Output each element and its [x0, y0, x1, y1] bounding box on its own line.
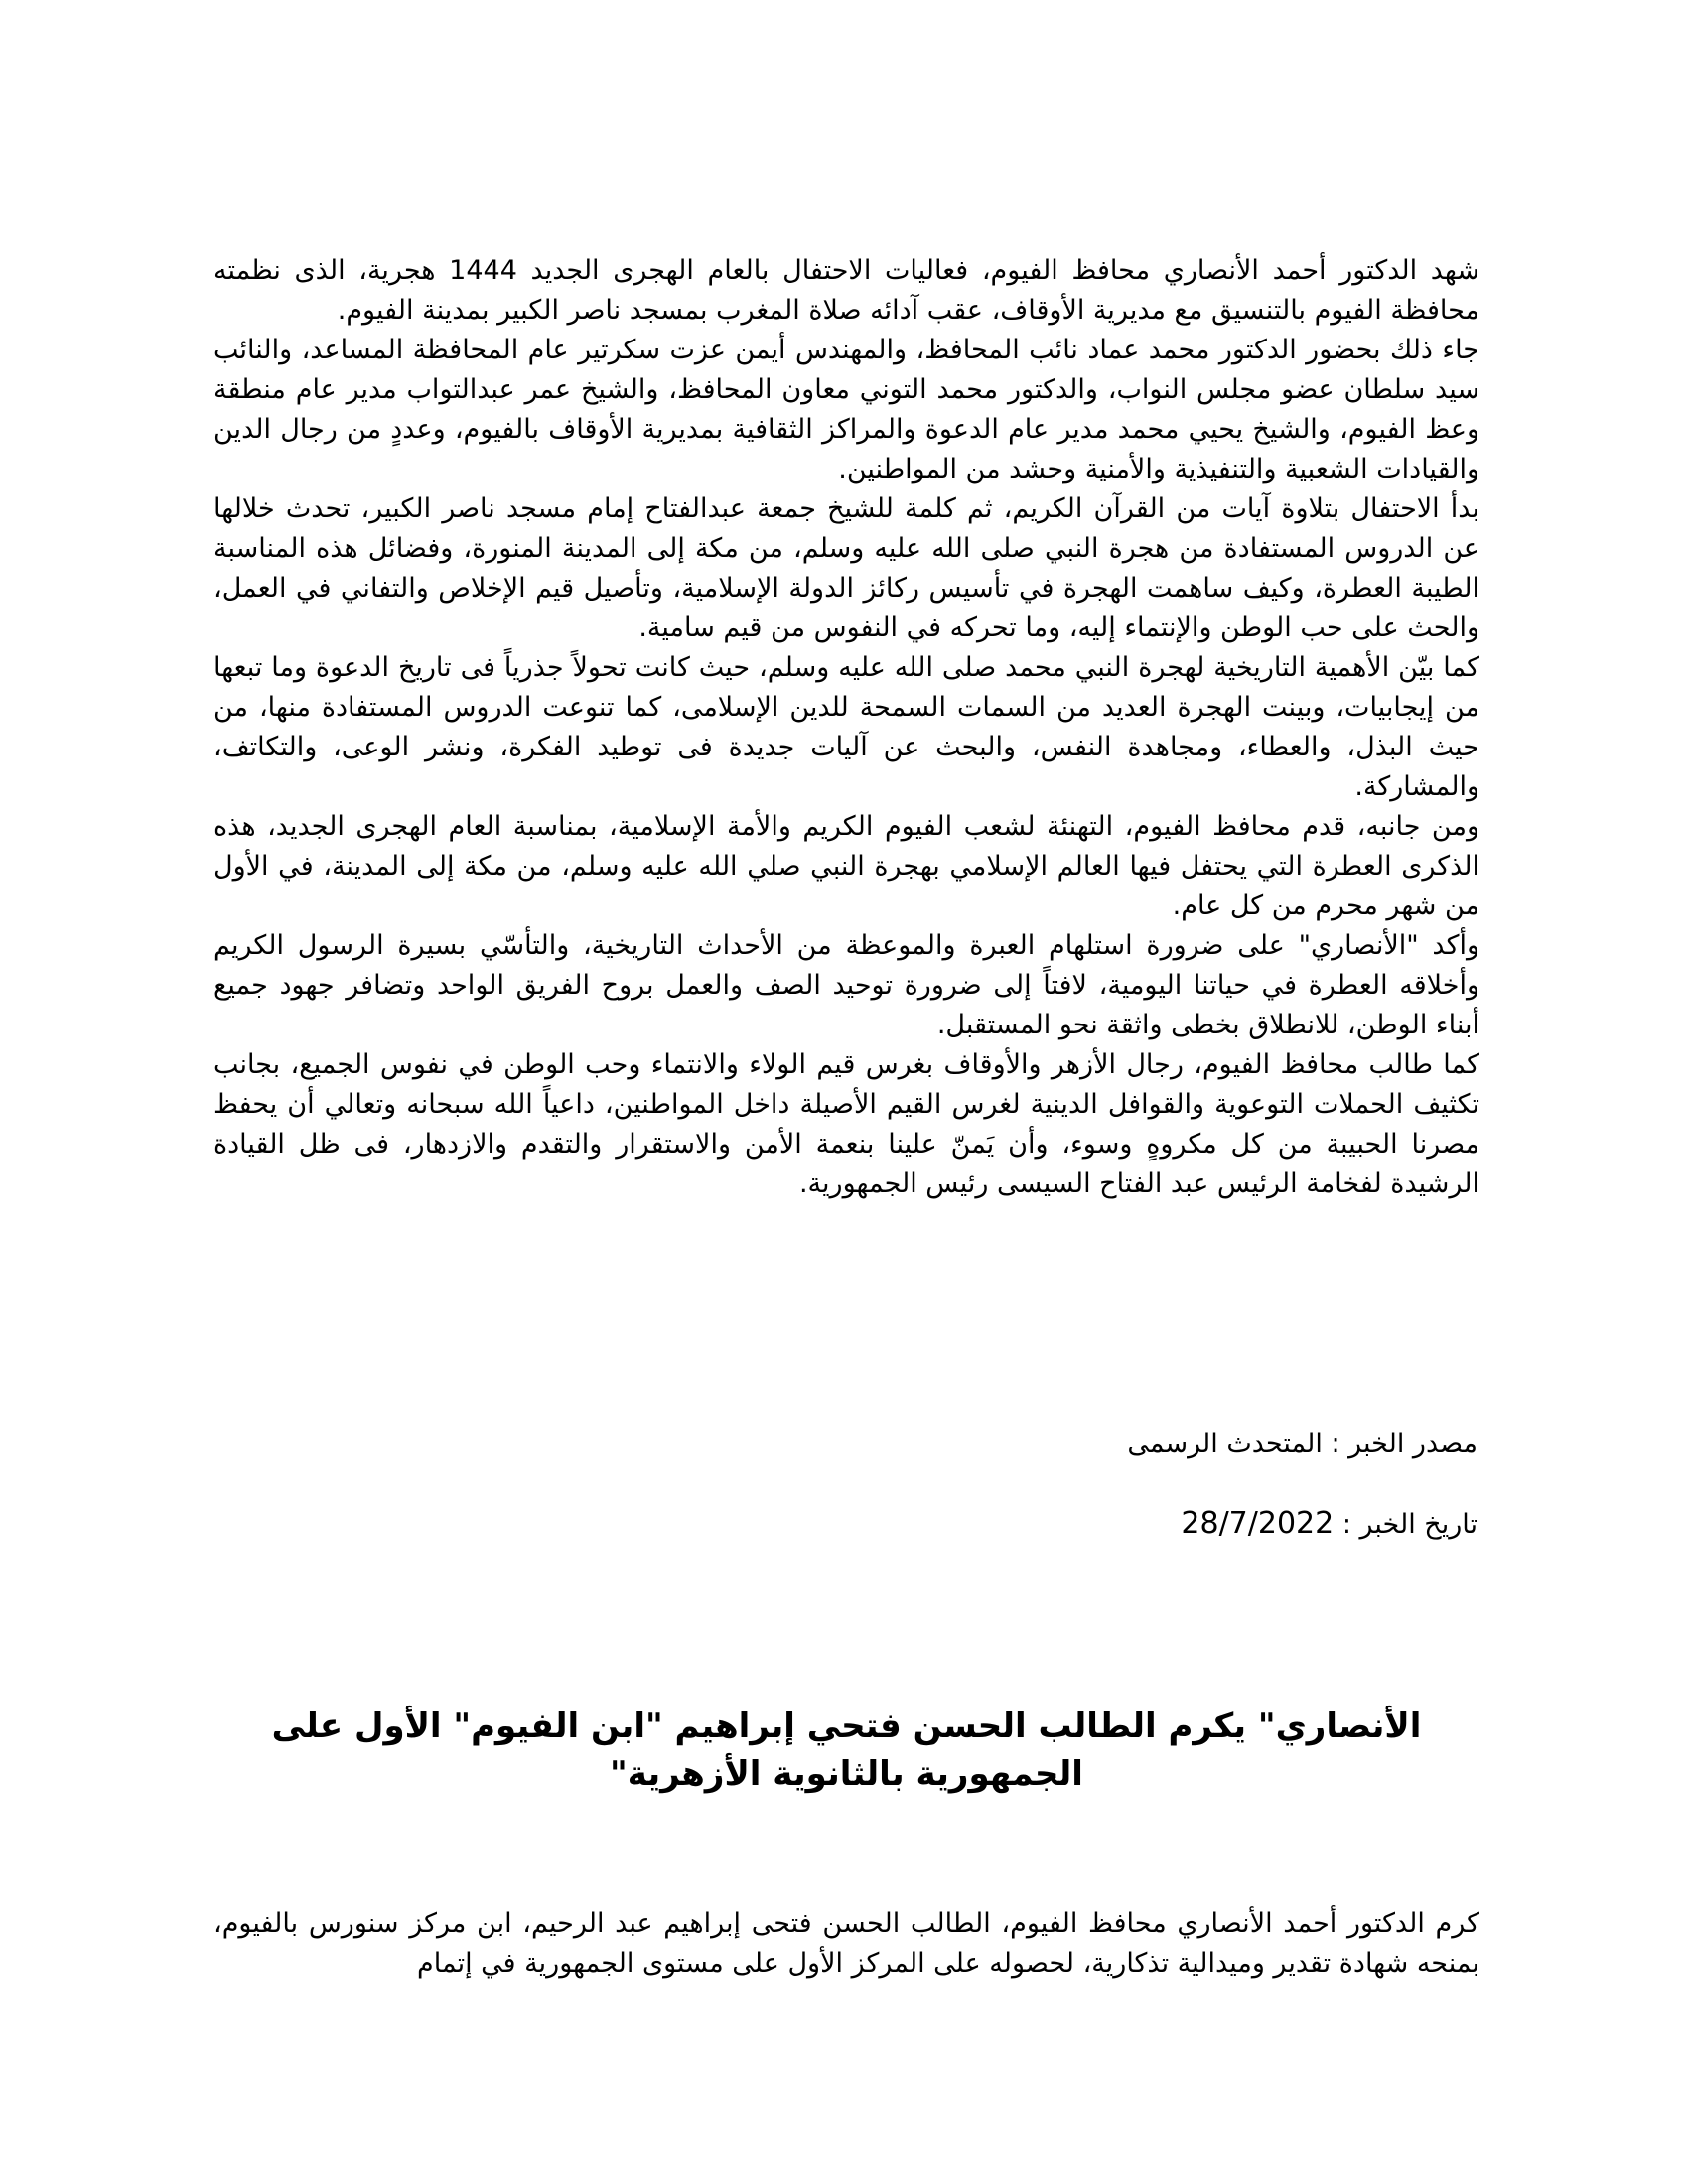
news-date-label: تاريخ الخبر : [1341, 1509, 1477, 1540]
paragraph-intro: شهد الدكتور أحمد الأنصاري محافظ الفيوم، فعاليات الاحتفال بالعام الهجرى الجديد 1444 هجرية، الذى نظمته محافظة الفيوم بالتنسيق مع مديرية الأوقاف، عقب آدائه صلاة المغرب بمسجد ناصر الكبير بمدينة الفيوم. [213, 255, 1479, 326]
news-source-label: مصدر الخبر : [1331, 1429, 1477, 1459]
paragraph-emphasis: وأكد "الأنصاري" على ضرورة استلهام العبرة والموعظة من الأحداث التاريخية، والتأسّي بسيرة الرسول الكريم وأخلاقه العطرة في حياتنا اليومية، لافتاً إلى ضرورة توحيد الصف والعمل بروح الفريق الواحد وتضافر جهود جميع أبناء الوطن، للانطلاق بخطى واثقة نحو المستقبل. [213, 930, 1479, 1040]
paragraph-congratulations: ومن جانبه، قدم محافظ الفيوم، التهنئة لشعب الفيوم الكريم والأمة الإسلامية، بمناسبة العام الهجرى الجديد، هذه الذكرى العطرة التي يحتفل فيها العالم الإسلامي بهجرة النبي صلي الله عليه وسلم، من مكة إلى المدينة، في الأول من شهر محرم من كل عام. [213, 811, 1479, 921]
paragraph-call-to-action: كما طالب محافظ الفيوم، رجال الأزهر والأوقاف بغرس قيم الولاء والانتماء وحب الوطن في نفوس الجميع، بجانب تكثيف الحملات التوعوية والقوافل الدينية لغرس القيم الأصيلة داخل المواطنين، داعياً الله سبحانه وتعالي أن يحفظ مصرنا الحبيبة من كل مكروهٍ وسوء، وأن يَمنّ علينا بنعمة الأمن والاستقرار والتقدم والازدهار، فى ظل القيادة الرشيدة لفخامة الرئيس عبد الفتاح السيسى رئيس الجمهورية. [213, 1049, 1479, 1199]
article-headline: الأنصاري" يكرم الطالب الحسن فتحي إبراهيم "ابن الفيوم" الأول على الجمهورية بالثانوية الأزهرية" [271, 1706, 1422, 1794]
news-date [1181, 1504, 1477, 1545]
article-body [213, 251, 1479, 1204]
news-source [1127, 1425, 1477, 1464]
paragraph-hijra-importance: كما بيّن الأهمية التاريخية لهجرة النبي محمد صلى الله عليه وسلم، حيث كانت تحولاً جذرياً فى تاريخ الدعوة وما تبعها من إيجابيات، وبينت الهجرة العديد من السمات السمحة للدين الإسلامى، كما تنوعت الدروس المستفادة منها، من حيث البذل، والعطاء، ومجاهدة النفس، والبحث عن آليات جديدة فى توطيد الفكرة، ونشر الوعى، والتكاتف، والمشاركة. [213, 652, 1479, 802]
paragraph-attendees: جاء ذلك بحضور الدكتور محمد عماد نائب المحافظ، والمهندس أيمن عزت سكرتير عام المحافظة المساعد، والنائب سيد سلطان عضو مجلس النواب، والدكتور محمد التوني معاون المحافظ، والشيخ عمر عبدالتواب مدير عام منطقة وعظ الفيوم، والشيخ يحيي محمد مدير عام الدعوة والمراكز الثقافية بمديرية الأوقاف بالفيوم، وعددٍ من رجال الدين والقيادات الشعبية والتنفيذية والأمنية وحشد من المواطنين. [213, 335, 1479, 484]
news-source-value: المتحدث الرسمى [1127, 1429, 1323, 1459]
article2-body [213, 1904, 1479, 1983]
paragraph-honoring: كرم الدكتور أحمد الأنصاري محافظ الفيوم، الطالب الحسن فتحى إبراهيم عبد الرحيم، ابن مركز سنورس بالفيوم، بمنحه شهادة تقدير وميدالية تذكارية، لحصوله على المركز الأول على مستوى الجمهورية في إتمام [213, 1908, 1479, 1979]
paragraph-ceremony: بدأ الاحتفال بتلاوة آيات من القرآن الكريم، ثم كلمة للشيخ جمعة عبدالفتاح إمام مسجد ناصر الكبير، تحدث خلالها عن الدروس المستفادة من هجرة النبي صلى الله عليه وسلم، من مكة إلى المدينة المنورة، وفضائل هذه المناسبة الطيبة العطرة، وكيف ساهمت الهجرة في تأسيس ركائز الدولة الإسلامية، وتأصيل قيم الإخلاص والتفاني في العمل، والحث على حب الوطن والإنتماء إليه، وما تحركه في النفوس من قيم سامية. [213, 493, 1479, 643]
news-date-value: 28/7/2022 [1181, 1506, 1335, 1541]
